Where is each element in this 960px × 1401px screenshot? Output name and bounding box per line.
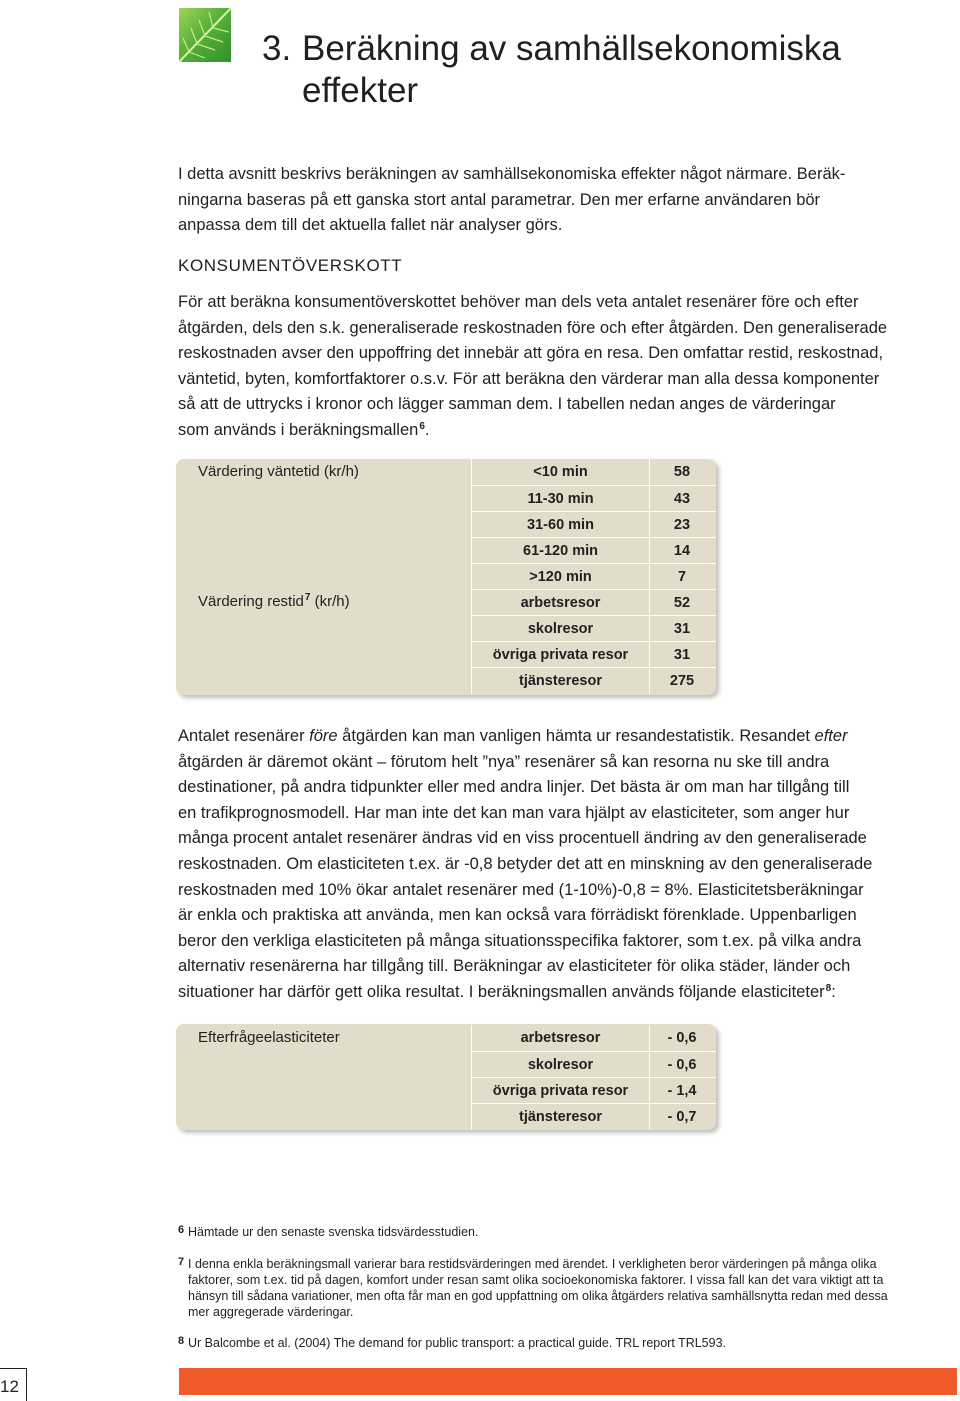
chapter-title [262, 28, 922, 112]
table-row [176, 459, 716, 485]
paragraph-text: åtgärden kan man vanligen hämta ur resandestatistik. Resandet [337, 727, 815, 745]
footnote-text: Hämtade ur den senaste svenska tidsvärdesstudien. [188, 1225, 479, 1239]
paragraph-line: så att de uttrycks i kronor och lägger samman dem. I tabellen nedan anges de värderingar [178, 395, 836, 414]
paragraph-line: åtgärden är däremot okänt – förutom helt ”nya” resenärer så kan resorna nu ske till andra [178, 752, 830, 771]
footnote-ref-8: 8 [825, 982, 832, 994]
paragraph-line: en trafikprognosmodell. Har man inte det kan man vara hjälpt av elasticiteter, som anger hur [178, 803, 850, 822]
footnote-text: Ur Balcombe et al. (2004) The demand for public transport: a practical guide. TRL report TRL593. [188, 1336, 727, 1350]
paragraph-line: är enkla och praktiska att använda, men kan också vara förrädiskt förenklade. Uppenbarligen [178, 906, 857, 925]
table-row [176, 1077, 716, 1103]
paragraph-line: reskostnaden. Om elasticiteten t.ex. är -0,8 betyder det att en minskning av den generaliserade [178, 854, 873, 873]
footer-bar [179, 1368, 957, 1395]
table-cell-category: tjänsteresor [471, 1103, 650, 1130]
table-cell-category: 31-60 min [471, 511, 650, 538]
page-number-rule [0, 1368, 26, 1369]
table-cell-value: - 0,7 [648, 1103, 716, 1130]
footnote-number: 8 [178, 1335, 185, 1347]
table-cell-category: övriga privata resor [471, 1077, 650, 1104]
travel-time-unit: (kr/h) [310, 593, 350, 610]
table-cell-category: >120 min [471, 563, 650, 590]
table-cell-category: 11-30 min [471, 485, 650, 512]
section-heading: KONSUMENTÖVERSKOTT [178, 256, 403, 275]
paragraph-line: som används i beräkningsmallen [178, 420, 419, 439]
table-row [176, 615, 716, 641]
table-cell-value: 43 [648, 485, 716, 512]
table-cell-category: övriga privata resor [471, 641, 650, 668]
footnote-text: mer aggregerade värderingar. [188, 1305, 354, 1319]
table-row [176, 1103, 716, 1129]
chapter-title-line2: effekter [302, 71, 419, 110]
leaf-icon [179, 8, 231, 62]
colon: : [831, 982, 836, 1001]
table-cell-value: 31 [648, 641, 716, 668]
emphasis-text: efter [814, 727, 848, 745]
footnote-ref-6: 6 [419, 420, 425, 432]
table-cell-category: <10 min [471, 459, 650, 485]
emphasis-text: före [309, 727, 338, 745]
table-cell-value: 23 [648, 511, 716, 538]
table-cell-category: arbetsresor [471, 589, 650, 616]
table-cell-value: - 0,6 [648, 1051, 716, 1078]
table-cell-category: tjänsteresor [471, 667, 650, 694]
footnote-text: hänsyn till sådana variationer, men ofta får man en god uppfattning om olika åtgärders relativa samhällsnytta redan med dessa [188, 1289, 888, 1303]
table-cell-value: 14 [648, 537, 716, 564]
table-cell-category: skolresor [471, 615, 650, 642]
table-cell-category: arbetsresor [471, 1025, 650, 1051]
intro-paragraph [178, 162, 958, 239]
table-row [176, 667, 716, 693]
footnote-number: 6 [178, 1224, 185, 1236]
wait-time-label: Värdering väntetid (kr/h) [198, 463, 359, 480]
paragraph-line: situationer har därför gett olika resultat. I beräkningsmallen används följande elasticiteter [178, 982, 825, 1001]
footnote-6 [178, 1222, 958, 1240]
table-cell-value: 7 [648, 563, 716, 590]
table-cell-value: 52 [648, 589, 716, 616]
paragraph-line: destinationer, på andra tidpunkter eller med andra linjer. Det bästa är om man har tillgång till [178, 778, 850, 797]
paragraph-line: många procent antalet resenärer ändras vid en viss procentuell ändring av den generaliserade [178, 829, 867, 848]
table-row [176, 511, 716, 537]
footnote-ref-7: 7 [304, 592, 311, 603]
table-cell-category: skolresor [471, 1051, 650, 1078]
table-row [176, 563, 716, 589]
paragraph-line: För att beräkna konsumentöverskottet behöver man dels veta antalet resenärer före och efter [178, 293, 859, 311]
elasticity-paragraph [178, 724, 958, 1006]
travel-time-label [198, 589, 350, 615]
elasticity-label: Efterfrågeelasticiteter [198, 1029, 340, 1046]
intro-line: anpassa dem till det aktuella fallet när analyser görs. [178, 216, 563, 235]
paragraph-line: reskostnaden med 10% ökar antalet resenärer med (1-10%)-0,8 = 8%. Elasticitetsberäkningar [178, 880, 864, 899]
table-cell-value: - 0,6 [667, 1030, 697, 1046]
valuation-table [176, 459, 716, 695]
paragraph-text: Antalet resenärer [178, 727, 310, 745]
table-row [176, 589, 716, 615]
page-number-divider [26, 1368, 27, 1401]
paragraph-line: åtgärden, dels den s.k. generaliserade reskostnaden före och efter åtgärden. Den generaliserade [178, 318, 888, 337]
table-row [176, 641, 716, 667]
paragraph-line: beror den verkliga elasticiteten på många situationsspecifika faktorer, som t.ex. på vilka andra [178, 931, 862, 950]
section-paragraph [178, 290, 958, 444]
table-cell-value: - 1,4 [648, 1077, 716, 1104]
footnote-text: I denna enkla beräkningsmall varierar bara restidsvärderingen med ärendet. I verkligheten beror värderingen på många olika [188, 1257, 877, 1271]
chapter-title-line1: Beräkning av samhällsekonomiska [302, 29, 841, 68]
footnote-number: 7 [178, 1256, 185, 1268]
intro-line: ningarna baseras på ett ganska stort antal parametrar. Den mer erfarne användaren bör [178, 190, 821, 209]
intro-line: I detta avsnitt beskrivs beräkningen av samhällsekonomiska effekter något närmare. Beräk- [178, 165, 846, 183]
footnote-7 [178, 1254, 958, 1320]
footnote-text: faktorer, som t.ex. tid på dagen, komfort under resan samt olika socioekonomiska faktorer. I vissa fall kan det vara viktigt att ta [188, 1273, 884, 1287]
travel-time-label-text: Värdering restid [198, 593, 304, 610]
table-cell-category: 61-120 min [471, 537, 650, 564]
paragraph-line: alternativ resenärerna har tillgång till. Beräkningar av elasticiteter för olika städer, länder och [178, 957, 851, 976]
page-number: 12 [0, 1377, 19, 1396]
footnote-8 [178, 1333, 958, 1351]
elasticity-table [176, 1024, 716, 1130]
table-row [176, 1025, 716, 1051]
period: . [424, 420, 430, 439]
paragraph-line: reskostnaden avser den uppoffring det innebär att göra en resa. Den omfattar restid, reskostnad, [178, 344, 884, 363]
table-cell-value: 58 [673, 464, 691, 480]
table-row [176, 485, 716, 511]
chapter-number: 3. [262, 29, 292, 68]
paragraph-line: väntetid, byten, komfortfaktorer o.s.v. För att beräkna den värderar man alla dessa komponenter [178, 369, 880, 388]
table-row [176, 1051, 716, 1077]
table-row [176, 537, 716, 563]
table-cell-value: 31 [648, 615, 716, 642]
table-cell-value: 275 [648, 667, 716, 694]
